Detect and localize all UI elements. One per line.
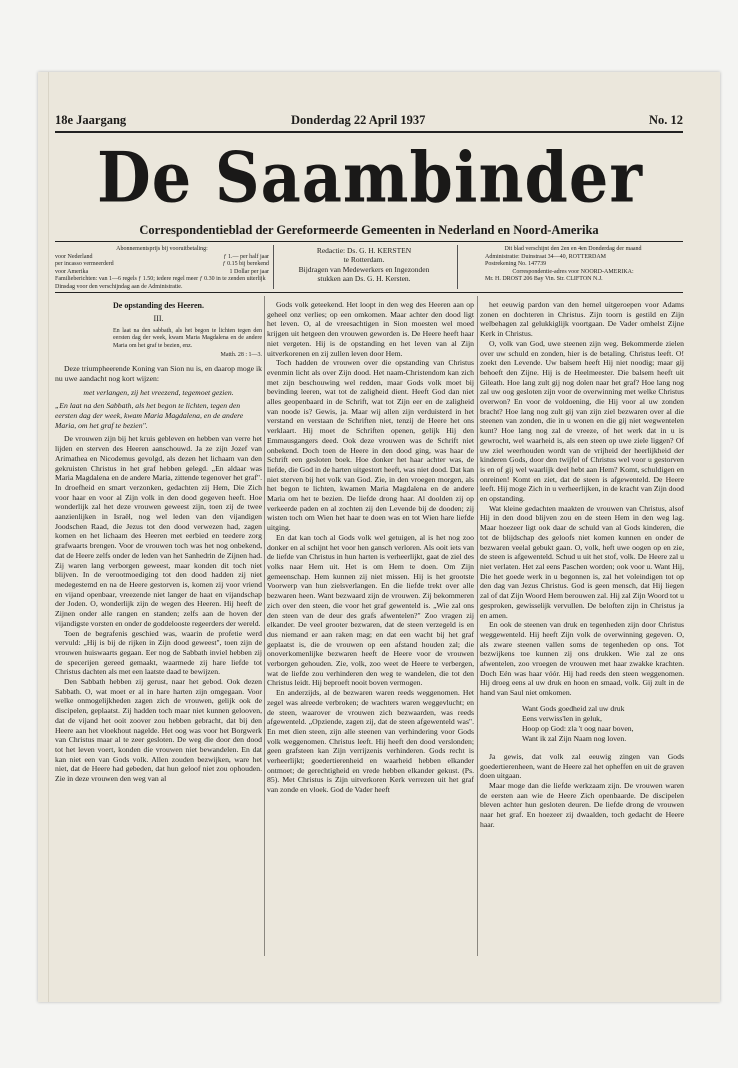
issue-date: Donderdag 22 April 1937 (291, 113, 426, 127)
column-1-body (55, 364, 262, 784)
masthead-subtitle: Correspondentieblad der Gereformeerde Gemeenten in Nederland en Noord-Amerika (139, 223, 599, 237)
article-paragraph: Toch hadden de vrouwen over die opstanding van Christus evenmin licht als over Zijn dood. Het naam-Christendom kan zich met zijn beschouwing wel redden, maar Gods volk moet bij bevinding leeren, wat tot de zaligheid dient. Heeft God dan niet alles geopenbaard in de Schrift, wat tot Zijn eer en de zaligheid van noode is? Gewis, ja. Maar wij allen zijn verduisterd in het verstand en verstaan de Schriften niet, tenzij de Heere het ons verklaart. Hij moet de Schriften openen, gelijk Hij den Emmausgangers deed. Ook deze vrouwen was de Schrift niet onbekend. Doch toen de Heere in den dood ging, was haar de Schrift een gesloten boek. Hoe donker het haar achter was, de liefde, die God in de harten uitgestort heeft, was niet dood. Dat kan niet sterven bij het volk van God. Zie, in den vroegen morgen, als het begon te lichten, kwamen Maria Magdalena en de andere Maria om het te bezien. De liefde drong haar. Al doolden zij op verkeerde paden en al zochten zij den Levende bij de dooden; zij wisten toch om Wien het haar te doen was en tot Wien hare liefde uitging. (267, 358, 474, 533)
article-paragraph: O, volk van God, uwe steenen zijn weg. Bekommerde zielen over uw schuld en zonden, hier is de betaling. Christus leeft. O! zoekt den Levende. Uw balsem heeft Hij niet noodig; maar gij behoeft den Zijne. Hij is de Heelmeester. Die balsem heeft uit Gileath. Hoe lang zult gij nog dolen naar het graf? Hoe lang nog zal uw oog gesloten zijn voor de overwinning met welke Christus overwon? En voor de voldoening, die Hij voor al uw zonden bracht? Hoe lang nog zult gij van zijn ziel bezwaren over al die steenen van zonden, die in u wonen en die gij niet wegwentelen kunt? Hoe lang nog zal de vreeze, of het werk dat in u is gewrocht, wel waarheid is, als een steen op uwe ziele liggen? Of uw ziel weerhouden wordt van de vrijheid der heerlijkheid der kinderen Gods, door den twijfel of Christus wel voor u gestorven is en of gij wel waarlijk deel hebt aan Hem? Komt, schuldigen en onreinen! Komt en ziet, dat de steen is afgewenteld. De Heere leeft. Hij moge Zich in u verheerlijken, in de kracht van Zijn dood en opstanding. (480, 338, 684, 504)
article-paragraph: Deze triumpheerende Koning van Sion nu is, en daarop moge ik nu uwe aandacht nog kort wijzen: (55, 364, 262, 383)
column-divider (477, 296, 478, 956)
article-paragraph: Gods volk geteekend. Het loopt in den weg des Heeren aan op geheel onz verlies; op een omkomen. Maar achter den dood ligt het leven. O, al de vreesachtigen in Sion moesten wel moed krijgen uit hetgeen den vrouwen geworden is. De Heere heeft haar niet vergeten. Hij is de opstanding en het leven van al Zijn uitverkorenen en zij zullen leven door Hem. (267, 300, 474, 358)
article-paragraph: Maar moge dan die liefde werkzaam zijn. De vrouwen waren de eersten aan wie de Heere Zich openbaarde. De discipelen bleven achter hun gesloten deuren. De liefde drong de vrouwen naar het graf. En hoezeer zij dwaalden, toch gedacht de Heere haar. (480, 780, 684, 829)
fold-line (48, 72, 49, 1002)
admin-line: Postrekening No. 147739 (485, 261, 547, 267)
rate-row (55, 269, 269, 277)
admin-line: Correspondentie-adres voor NOORD-AMERIKA: (512, 268, 634, 275)
editor-info (278, 246, 450, 283)
rate-value: 1 Dollar per jaar (229, 268, 269, 275)
column-3 (480, 300, 684, 956)
info-divider (457, 245, 458, 289)
article-paragraph: En anderzijds, al de bezwaren waren reeds weggenomen. Het zegel was alreede verbroken; de wachters waren weggevlucht; en de steen, waarover de vrouwen zich bezwaarden, was reeds afgewenteld. „Opziende, zagen zij, dat de steen afgewenteld was". En met dien steen, zijn alle steenen van verhindering voor Gods volk weggenomen. Christus leeft. Hij heeft den dood verslonden; geen grafsteen kan Zijn verrijzenis verhinderen. Gods recht is verheerlijkt; goedertierenheid en waarheid hebben elkander ontmoet; de gerechtigheid en vrede hebben elkander gekust. (Ps. 85). Met Christus is Zijn uitverkoren Kerk verrezen uit het graf van zonde en vloek. God de Vader heeft (267, 688, 474, 795)
verse-line: Want ik zal Zijn Naam nog loven. (522, 733, 627, 743)
article-paragraph: Den Sabbath hebben zij gerust, naar het gebod. Ook dezen Sabbath. O, wat moet er al in hare harten zijn omgegaan. Voor welke onmogelijkheden zagen zich de vrouwen, gelijk ook de discipelen, geplaatst. Zij hadden toch maar niet kunnen gelooven, dat de vijand het ooit zoover zou hebben gebracht, dat bij den Heere aan het vloekhout nagelde. Het oog was voor het Borgwerk van Christus maar al te zeer gesloten. De weg die door den dood tot het leven voert, konden die vrouwen niet bewandelen. En dat kan niet een van Gods volk. Allen zouden bezwijken, ware het niet, dat de Heere had gebeden, dat hun geloof niet zou ophouden. Zie in deze vrouwen den weg van al (55, 677, 262, 784)
rate-label: per incasso vermeerderd (55, 261, 114, 267)
rate-value: ƒ 1.— per half jaar (223, 253, 269, 260)
scripture-quote: „En laat na den Sabbath, als het begon te lichten, tegen den eersten dag der week, kwam Maria Magdalena, en de andere Maria, om het graf te bezien". (55, 401, 244, 430)
masthead-title: De Saambinder (97, 136, 643, 219)
column-divider (264, 296, 265, 956)
editor-line: stukken aan Ds. G. H. Kersten. (317, 273, 411, 283)
rates-title: Abonnementsprijs bij vooruitbetaling: (116, 246, 208, 252)
scripture-quote: met verlangen, zij het vreezend, tegemoet gezien. (83, 387, 234, 397)
article-motto: En laat na den sabbath, als het begon te lichten tegen den eersten dag der week, kwam Maria Magdalena en de andere Maria om het graf te bezien, enz. (113, 328, 262, 349)
rate-value: ƒ 0.15 bij berekend (222, 261, 269, 267)
rate-row (55, 254, 269, 262)
info-bottom-rule (55, 292, 683, 293)
column-2 (267, 300, 474, 956)
article-paragraph: En dat kan toch al Gods volk wel getuigen, al is het nog zoo donker en al schijnt het voor hen gansch verloren. Als ooit iets van de liefde van Christus in hun harten is verheerlijkt, gaat de ziel des volks naar Hem uit. Het is om Hem te doen. Om Zijn gemeenschap. Hem kunnen zij niet missen. Hij is het grootste Voorwerp van hun zielsverlangen. En die liefde trekt over alle bezwaren heen. Want bezwaard zijn de vrouwen. Zij bekommeren zich over den steen, die voor het graf gewenteld is. „Wie zal ons den steen van de deur des grafs afwentelen?" Zoo vragen zij elkander. De veel grooter bezwaren, dat de steen verzegeld is en dus niemand er aan raken mag; en dat een wacht bij het graf geplaatst is, die de vrouwen op een afstand houden zal; die onoverkomenlijke bezwaren heeft de Heere voor de vrouwen verborgen gehouden. Zie, volk, zoo weet de Heere te verbergen, wat de liefde zou verhinderen den weg te wandelen, die tot den Christus leidt. Hij beproeft nooit boven vermogen. (267, 532, 474, 688)
family-notice: Familieberichten: van 1—6 regels ƒ 1.50; iedere regel meer ƒ 0.30 in te zenden uiterlijk Dinsdag voor den verschijndag aan de Administratie. (55, 276, 266, 290)
article-part: III. (153, 314, 164, 323)
article-paragraph: De vrouwen zijn bij het kruis gebleven en hebben van verre het lijden en sterven des Heeren aanschouwd. Ja ze zijn Jozef van Arimathea en Nicodemus gevolgd, als dezen het lichaam van den gekruisten Christus in het graf hebben gelegd. „En aldaar was Maria Magdalena en de andere Maria, zittende tegenover het graf". In droefheid en smart verzonken, gedachten zij Hem, Die Zich voor haar en voor al Zijn volk in den dood gegeven heeft. Hoe wonderlijk zal het deze vrouwen geweest zijn, toen zij de twee aanzienlijken in Israël, nog wel leden van den vijandigen Joodschen Raad, die Jezus tot den dood verwezen had, zagen komen en het lichaam des Heeren met eerbied en teedere zorg grafwaarts brengen. Voor de vrouwen toch was het nog onbekend, dat de Heere zelfs onder de leden van het Sanhedrin de Zijnen had. Zij waren lang verborgen geweest, maar konden dit toch niet blijven. In de verootmoediging tot den dood hadden zij niet medegestemd en na de Heere gestorven is, komen zij voor vriend en vijand openbaar, vreezende niet langer de haat en vijandschap der Joden. O, wonderlijk zijn de wegen des Heeren. Hij heeft de Zijnen onder alle rangen en standen; zelfs aan de hoven der vijandigste vorsten en onder de goddelooste regeerders der wereld. (55, 434, 262, 628)
admin-line: Administratie: Duinstraat 34—40, ROTTERDAM (485, 253, 606, 260)
motto-reference: Matth. 28 : 1—3. (220, 352, 262, 359)
issue-number: No. 12 (648, 113, 683, 127)
article-paragraph: Ja gewis, dat volk zal eeuwig zingen van Gods goedertierenheen, want de Heere zal het opheffen en uit de graven doen uitgaan. (480, 751, 684, 781)
article-paragraph: Wat kleine gedachten maakten de vrouwen van Christus, alsof Hij in den dood blijven zou en de steen Hem in den weg lag. Maar hoezeer ligt ook daar de schuld van al Gods kinderen, die tot de blijdschap des geloofs niet komen kunnen en onder de bezwaren veelal gebukt gaan. O, volk, heft uwe oogen op en zie, de steen is afgewenteld. Schud u uit het stof, volk. De Heere zal u niet verlaten. Het zal eens Paschen worden; ook voor u. Want Hij, Die het goede werk in u begonnen is, zal het voleindigen tot op den dag van Jezus Christus. God is geen mensch, dat Hij liegen zal of dat Zijn Woord Hem berouwen zal. Hij zal Zijn Woord tot u gesproken, gewisselijk vervullen. De beloften zijn in Christus ja en amen. (480, 503, 684, 620)
rate-label: voor Amerika (55, 268, 89, 275)
rates-list (55, 254, 269, 277)
column-2-body (267, 300, 474, 795)
subscription-info (55, 246, 269, 291)
verse-line: Want Gods goedheid zal uw druk (522, 703, 625, 713)
administration-info (463, 246, 683, 284)
editor-line: te Rotterdam. (343, 255, 385, 265)
verse-line: Hoop op God: zla 't oog naar boven, (522, 723, 634, 733)
article-paragraph: het eeuwig pardon van den hemel uitgeroepen voor Adams zonen en dochteren in Christus. Zijn toorn is gestild en Zijn welbehagen zal gelukkiglijk voortgaan. De Vader omhelst Zijne Kerk in Christus. (480, 300, 684, 339)
editor-line: Bijdragen van Medewerkers en Ingezonden (298, 264, 430, 274)
article-title: De opstanding des Heeren. (113, 301, 204, 310)
admin-line: Mr. H. DROST 206 Bay Vin. Str. CLIFTON N.J. (485, 276, 603, 282)
rate-label: voor Nederland (55, 253, 93, 260)
info-top-rule (55, 241, 683, 242)
verse-line: Eens verwiss'len in geluk, (522, 713, 602, 723)
info-divider (273, 245, 274, 289)
info-bar (55, 243, 683, 291)
verse-block (480, 704, 684, 744)
volume-label: 18e Jaargang (55, 113, 127, 127)
admin-line: Dit blad verschijnt den 2en en 4en Donderdag der maand (504, 246, 642, 252)
column-1 (55, 300, 262, 956)
column-3-body (480, 300, 684, 829)
editor-line: Redactie: Ds. G. H. KERSTEN (316, 246, 412, 255)
article-paragraph: En ook de steenen van druk en tegenheden zijn door Christus weggewenteld. Hij heeft Zijn volk de overwinning gegeven. O, als zware steenen vallen soms de tegenheden op ons. Tot bezwijkens toe kunnen zij ons drukken. Wie zal ze ons afwentelen, zoo vroegen de vrouwen met haar zwakke krachten. Doch Eén was haar vóór. Hij had reeds den steen weggenomen. Hij droeg eens al uw druk en hoon en smaad, volk. Gij zult in de hand van Saul niet omkomen. (480, 620, 684, 698)
rate-row (55, 261, 269, 269)
article-paragraph: Toen de begrafenis geschied was, waarin de profetie werd vervuld: „Hij is bij de rijken in Zijn dood geweest", toen zijn de vrouwen huiswaarts gegaan. Eer nog de Sabbath inviel hebben zij de specerijen gereed gemaakt, waarmede zij hare liefde tot Christus dachten als met een laatste daad te bewijzen. (55, 628, 262, 677)
